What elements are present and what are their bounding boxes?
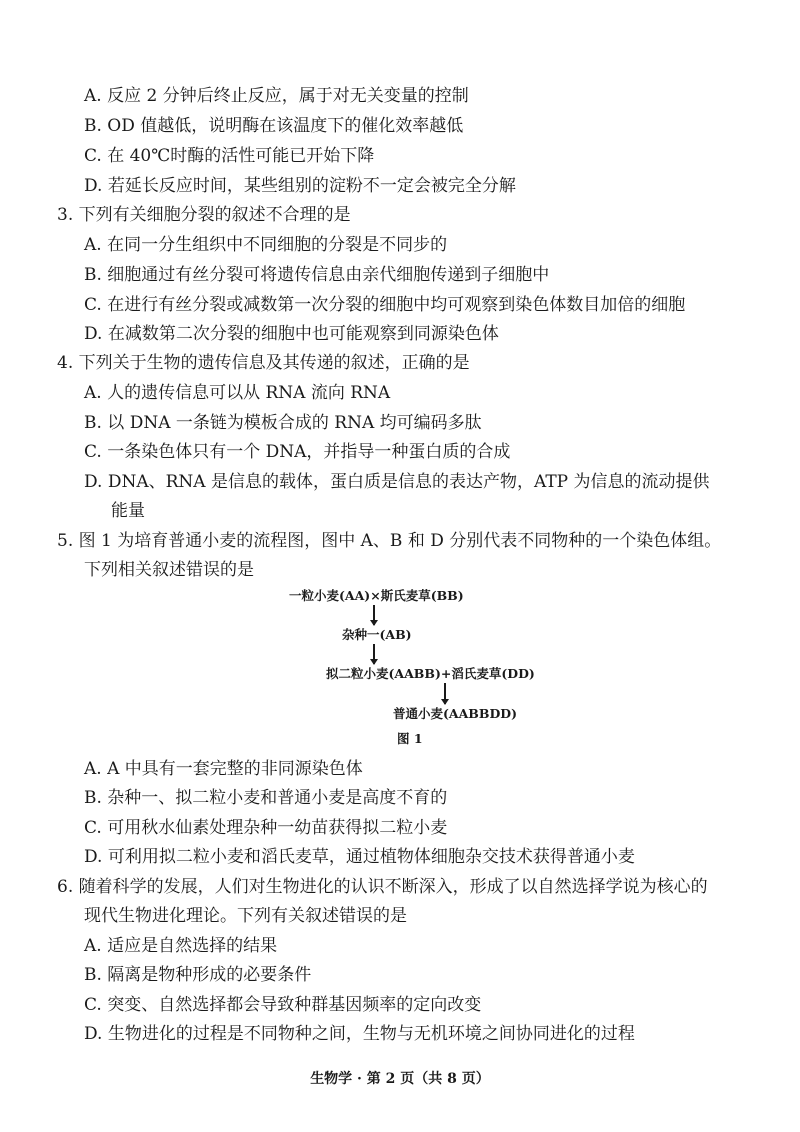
q3-option-c: C. 在进行有丝分裂或减数第一次分裂的细胞中均可观察到染色体数目加倍的细胞	[84, 295, 686, 315]
q3-stem: 3. 下列有关细胞分裂的叙述不合理的是	[57, 205, 351, 225]
q4-option-c: C. 一条染色体只有一个 DNA，并指导一种蛋白质的合成	[84, 442, 511, 462]
q5-option-d: D. 可利用拟二粒小麦和滔氏麦草，通过植物体细胞杂交技术获得普通小麦	[84, 847, 635, 867]
q6-option-d: D. 生物进化的过程是不同物种之间，生物与无机环境之间协同进化的过程	[84, 1024, 635, 1044]
q5-option-b: B. 杂种一、拟二粒小麦和普通小麦是高度不育的	[84, 788, 448, 808]
q3-option-d: D. 在减数第二次分裂的细胞中也可能观察到同源染色体	[84, 324, 499, 344]
q6-stem-line1: 6. 随着科学的发展，人们对生物进化的认识不断深入，形成了以自然选择学说为核心的	[57, 877, 708, 897]
q4-option-b: B. 以 DNA 一条链为模板合成的 RNA 均可编码多肽	[84, 413, 482, 433]
q6-option-b: B. 隔离是物种形成的必要条件	[84, 965, 312, 985]
q2-option-c: C. 在 40℃时酶的活性可能已开始下降	[84, 146, 375, 166]
q6-option-c: C. 突变、自然选择都会导致种群基因频率的定向改变	[84, 995, 482, 1015]
q4-option-d-line1: D. DNA、RNA 是信息的载体，蛋白质是信息的表达产物，ATP 为信息的流动提供	[84, 472, 710, 492]
flowchart-step-parents: 一粒小麦(AA)×斯氏麦草(BB)	[289, 588, 464, 603]
flowchart-arrow-3	[444, 683, 446, 704]
flowchart-arrow-2	[373, 644, 375, 664]
figure-caption: 图 1	[397, 731, 423, 746]
q2-option-d: D. 若延长反应时间，某些组别的淀粉不一定会被完全分解	[84, 176, 516, 196]
q4-option-d-line2: 能量	[111, 501, 145, 521]
q4-option-a: A. 人的遗传信息可以从 RNA 流向 RNA	[84, 383, 391, 403]
q2-option-b: B. OD 值越低，说明酶在该温度下的催化效率越低	[84, 116, 464, 136]
q5-option-a: A. A 中具有一套完整的非同源染色体	[84, 759, 363, 779]
flowchart-step-hybrid: 杂种一(AB)	[342, 627, 412, 642]
q6-option-a: A. 适应是自然选择的结果	[84, 936, 278, 956]
q6-stem-line2: 现代生物进化理论。下列有关叙述错误的是	[84, 906, 407, 926]
q4-stem: 4. 下列关于生物的遗传信息及其传递的叙述，正确的是	[57, 353, 470, 373]
q3-option-a: A. 在同一分生组织中不同细胞的分裂是不同步的	[84, 235, 448, 255]
q5-stem-line1: 5. 图 1 为培育普通小麦的流程图，图中 A、B 和 D 分别代表不同物种的一个染色体组。	[57, 531, 722, 551]
page-footer: 生物学 · 第 2 页（共 8 页）	[310, 1071, 490, 1087]
q5-stem-line2: 下列相关叙述错误的是	[84, 560, 254, 580]
flowchart-arrow-1	[373, 605, 375, 625]
flowchart-step-tetraploid: 拟二粒小麦(AABB)+滔氏麦草(DD)	[326, 666, 535, 681]
flowchart-step-common-wheat: 普通小麦(AABBDD)	[393, 706, 518, 721]
q3-option-b: B. 细胞通过有丝分裂可将遗传信息由亲代细胞传递到子细胞中	[84, 265, 550, 285]
q2-option-a: A. 反应 2 分钟后终止反应，属于对无关变量的控制	[84, 86, 469, 106]
q5-option-c: C. 可用秋水仙素处理杂种一幼苗获得拟二粒小麦	[84, 818, 448, 838]
